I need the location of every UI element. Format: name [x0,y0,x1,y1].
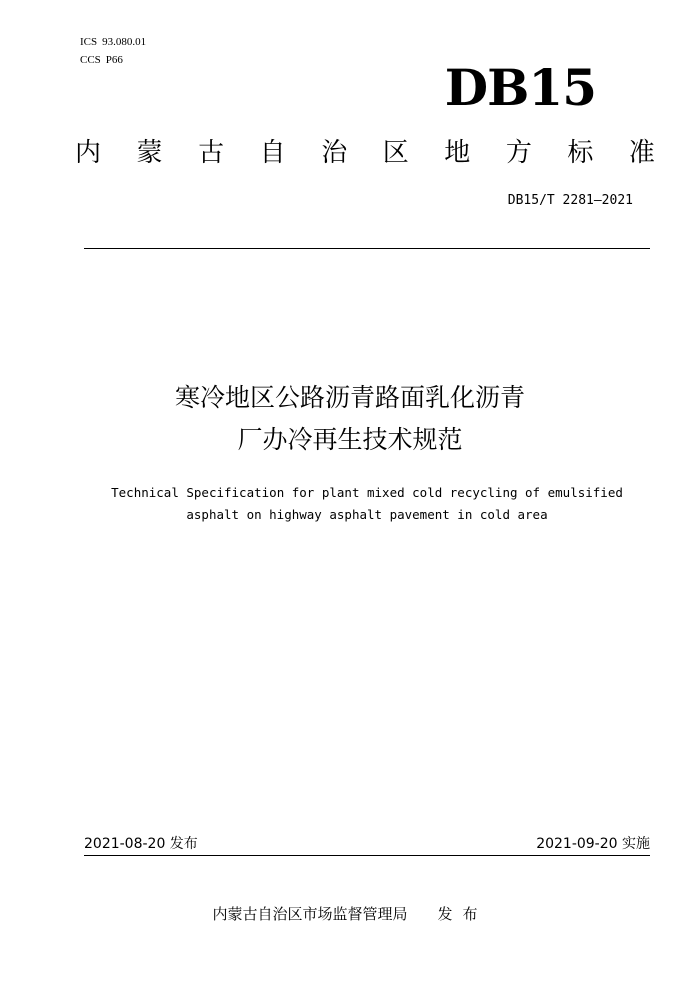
header-divider [84,248,650,249]
standard-title-char: 治 [321,138,348,168]
document-title-cn [0,377,700,461]
ccs-label: CCS [80,54,101,66]
standard-title-char: 标 [567,138,594,168]
ccs-line [80,51,146,69]
implement-date: 2021-09-20 实施 [536,836,650,852]
issuer-verb: 发布 [437,905,488,923]
title-line-2: 厂办冷再生技术规范 [237,425,463,454]
issuer-name: 内蒙古自治区市场监督管理局 [212,905,408,923]
ics-label: ICS [80,36,98,48]
standard-title-char: 区 [382,138,409,168]
standard-title-char: 方 [505,138,532,168]
standard-number: DB15/T 2281—2021 [507,193,633,208]
ics-line [80,33,146,51]
standard-title-char: 蒙 [136,138,163,168]
db15-logo: DB15 [444,58,596,117]
standard-category-title [75,133,655,173]
standard-title-char: 古 [198,138,225,168]
standard-title-char: 自 [259,138,286,168]
classification-codes [80,33,146,69]
title-en-line-2: asphalt on highway asphalt pavement in cold area [186,507,548,522]
publish-date: 2021-08-20 发布 [84,836,198,852]
document-title-en [0,482,700,526]
ics-code: 93.080.01 [102,36,147,48]
footer-divider [84,855,650,856]
title-en-line-1: Technical Specification for plant mixed cold recycling of emulsified [111,485,623,500]
issuer [0,902,700,926]
standard-title-char: 地 [444,138,471,168]
standard-title-char: 内 [75,138,102,168]
ccs-code: P66 [105,54,123,66]
title-line-1: 寒冷地区公路沥青路面乳化沥青 [174,383,525,412]
standard-title-char: 准 [628,138,655,168]
